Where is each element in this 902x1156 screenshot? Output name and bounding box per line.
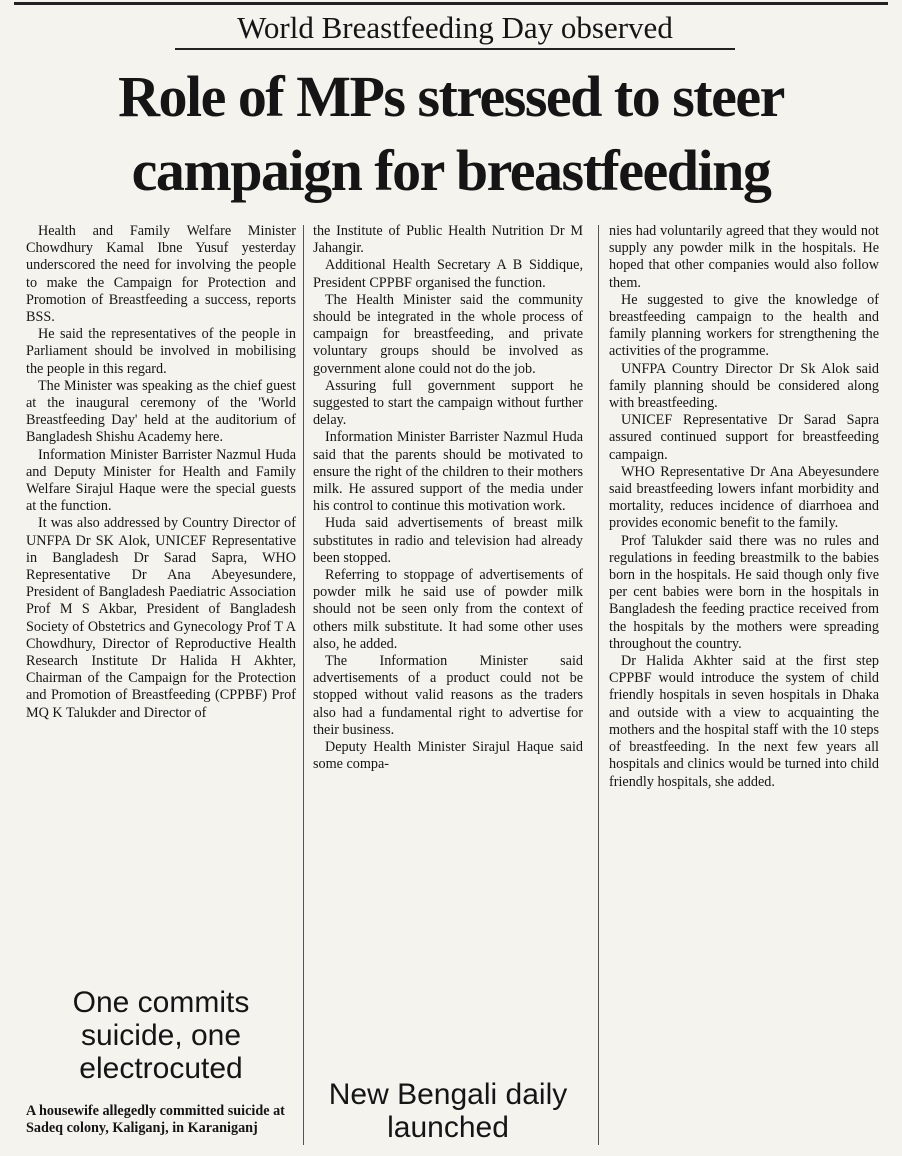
- paragraph: It was also addressed by Country Director of UNFPA Dr SK Alok, UNICEF Representative in Bangladesh Dr Sarad Sapra, WHO Representative Dr Ana Abeyesundere, President of Bangladesh Paediatric Association Prof M S Akbar, President of Bangladesh Society of Obstetrics and Gynecology Prof T A Chowdhury, Director of Reproductive Health Research Institute Dr Halida H Akhter, Chairman of the Campaign for the Protection and Promotion of Breastfeeding (CPPBF) Prof MQ K Talukder and Director of: [26, 515, 296, 721]
- story2-lede: A housewife allegedly committed suicide at Sadeq colony, Kaliganj, in Karaniganj: [26, 1103, 285, 1137]
- article-column-2: [313, 223, 583, 774]
- paragraph: Additional Health Secretary A B Siddique, President CPPBF organised the function.: [313, 257, 583, 291]
- article-column-3: [609, 223, 879, 791]
- paragraph: Prof Talukder said there was no rules and regulations in feeding breastmilk to the babies born in the hospitals. He said though only five per cent babies were born in the hospitals in Bangladesh the feeding practice received from the hospitals by the mothers were spreading throughout the country.: [609, 532, 879, 652]
- paragraph: He suggested to give the knowledge of breastfeeding campaign to the health and family planning workers for strengthening the activities of the programme.: [609, 291, 879, 360]
- paragraph: Referring to stoppage of advertisements of powder milk he said use of powder milk should not be seen only from the context of others milk substitute. It had some other uses also, he added.: [313, 567, 583, 652]
- headline-line-1: Role of MPs stressed to steer: [118, 64, 784, 129]
- paragraph: Assuring full government support he suggested to start the campaign without further delay.: [313, 377, 583, 429]
- paragraph: Huda said advertisements of breast milk substitutes in radio and television had already been stopped.: [313, 515, 583, 566]
- column-rule: [303, 225, 304, 1145]
- kicker: World Breastfeeding Day observed: [175, 8, 735, 50]
- paragraph: the Institute of Public Health Nutrition Dr M Jahangir.: [313, 223, 583, 257]
- paragraph: UNICEF Representative Dr Sarad Sapra assured continued support for breastfeeding campaign.: [609, 412, 879, 463]
- paragraph: The Information Minister said advertisements of a product could not be stopped without valid reasons as the traders also had a fundamental right to advertise for their business.: [313, 653, 583, 738]
- paragraph: Deputy Health Minister Sirajul Haque said some compa-: [313, 739, 583, 773]
- paragraph: Information Minister Barrister Nazmul Huda and Deputy Minister for Health and Family Welfare Sirajul Haque were the special guests at the function.: [26, 446, 296, 515]
- paragraph: He said the representatives of the people in Parliament should be involved in mobilising the people in this regard.: [26, 326, 296, 377]
- story3-headline: New Bengali daily launched: [328, 1078, 568, 1144]
- headline-line-2: campaign for breastfeeding: [131, 138, 771, 203]
- story2-headline: One commits suicide, one electrocuted: [72, 986, 250, 1085]
- column-rule: [598, 225, 599, 1145]
- paragraph: UNFPA Country Director Dr Sk Alok said family planning should be considered along with breastfeeding.: [609, 360, 879, 412]
- article-column-1: [26, 223, 296, 722]
- paragraph: Health and Family Welfare Minister Chowdhury Kamal Ibne Yusuf yesterday underscored the need for involving the people to make the Campaign for Protection and Promotion of Breastfeeding a success, reports BSS.: [26, 223, 296, 326]
- paragraph: The Minister was speaking as the chief guest at the inaugural ceremony of the 'World Breastfeeding Day' held at the auditorium of Bangladesh Shishu Academy here.: [26, 377, 296, 446]
- paragraph: Dr Halida Akhter said at the first step CPPBF would introduce the system of child friendly hospitals in seven hospitals in Dhaka and outside with a view to acquainting the mothers and the hospital staff with the 10 steps of breastfeeding. In the next few years all hospitals and clinics would be turned into child friendly hospitals, she added.: [609, 653, 879, 790]
- top-rule: [14, 2, 888, 5]
- paragraph: The Health Minister said the community should be integrated in the whole process of campaign for breastfeeding, and private voluntary groups should be involved as government alone could not do the job.: [313, 291, 583, 377]
- paragraph: Information Minister Barrister Nazmul Huda said that the parents should be motivated to ensure the right of the children to their mothers milk. He assured support of the media under his control to continue this motivation work.: [313, 429, 583, 515]
- paragraph: WHO Representative Dr Ana Abeyesundere said breastfeeding lowers infant morbidity and mortality, reduces incidence of diarrhoea and provides economic benefit to the family.: [609, 463, 879, 532]
- headline: [10, 60, 892, 208]
- paragraph: nies had voluntarily agreed that they would not supply any powder milk in the hospitals. He hoped that other companies would also follow them.: [609, 223, 879, 291]
